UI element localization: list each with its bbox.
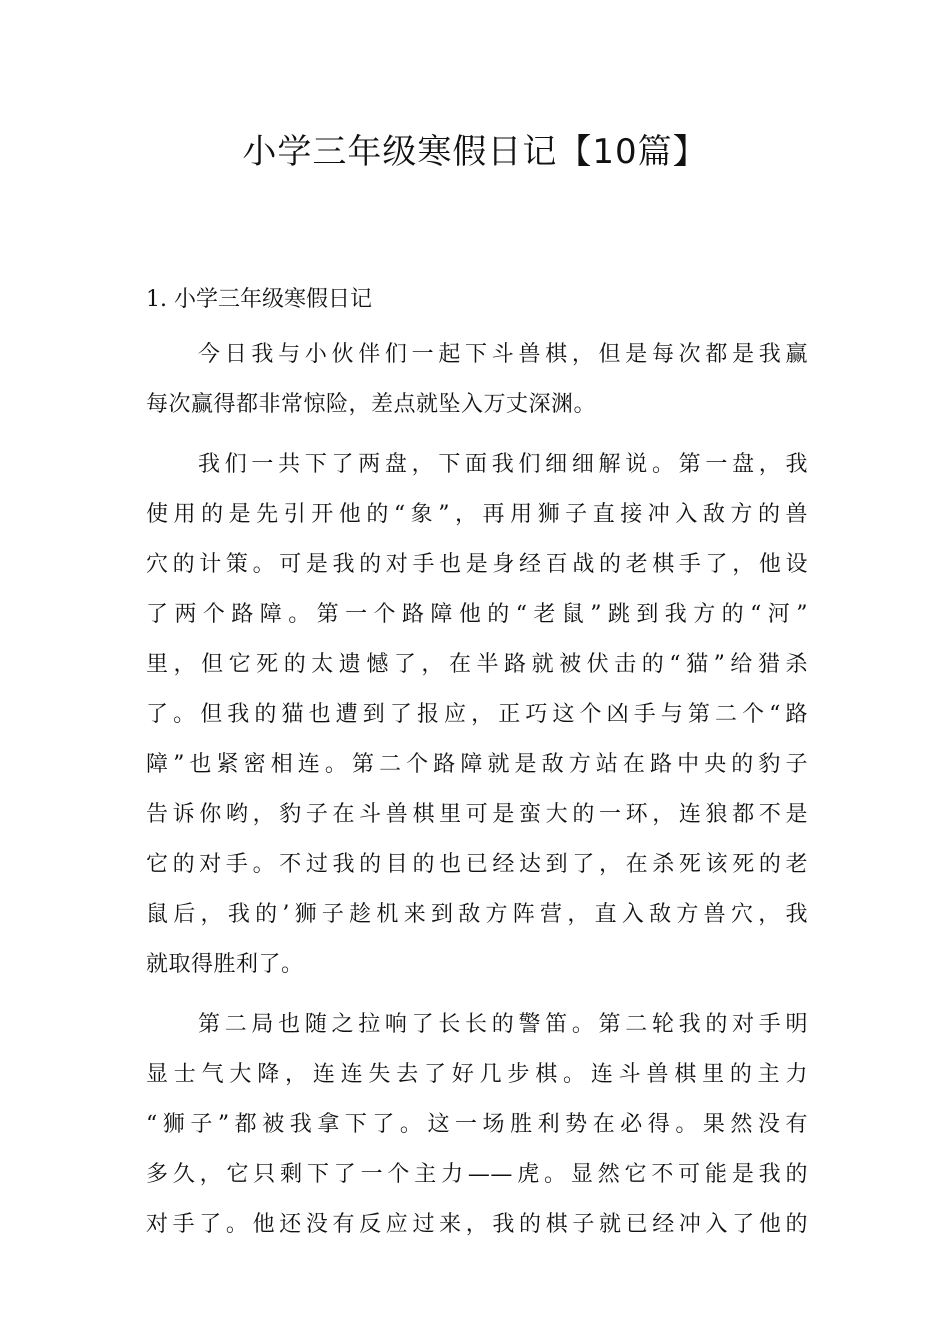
paragraph-line: 就取得胜利了。: [146, 952, 304, 977]
section-heading: 1. 小学三年级寒假日记: [146, 287, 372, 312]
document-body: [146, 280, 808, 1250]
paragraph-line: 告诉你哟，豹子在斗兽棋里可是蛮大的一环，连狼都不是: [146, 802, 808, 827]
paragraph-line: 对手了。他还没有反应过来，我的棋子就已经冲入了他的: [146, 1212, 808, 1237]
paragraph-line: 了两个路障。第一个路障他的“老鼠”跳到我方的“河”: [146, 602, 808, 627]
paragraph-line: 第二局也随之拉响了长长的警笛。第二轮我的对手明: [198, 1012, 808, 1037]
paragraph-line: 今日我与小伙伴们一起下斗兽棋，但是每次都是我赢: [198, 342, 808, 367]
paragraph-line: 多久，它只剩下了一个主力——虎。显然它不可能是我的: [146, 1162, 808, 1187]
paragraph-line: 它的对手。不过我的目的也已经达到了，在杀死该死的老: [146, 852, 808, 877]
paragraph-3: [146, 1000, 808, 1250]
paragraph-1: [146, 330, 808, 430]
paragraph-line: 了。但我的猫也遭到了报应，正巧这个凶手与第二个“路: [146, 702, 808, 727]
paragraph-line: 鼠后，我的’狮子趁机来到敌方阵营，直入敌方兽穴，我: [146, 902, 808, 927]
paragraph-line: 使用的是先引开他的“象”，再用狮子直接冲入敌方的兽: [146, 502, 808, 527]
paragraph-line: 每次赢得都非常惊险，差点就坠入万丈深渊。: [146, 392, 597, 417]
paragraph-line: “狮子”都被我拿下了。这一场胜利势在必得。果然没有: [146, 1112, 808, 1137]
paragraph-line: 我们一共下了两盘，下面我们细细解说。第一盘，我: [198, 452, 808, 477]
paragraph-2: [146, 440, 808, 990]
paragraph-line: 显士气大降，连连失去了好几步棋。连斗兽棋里的主力: [146, 1062, 808, 1087]
paragraph-line: 里，但它死的太遗憾了，在半路就被伏击的“猫”给猎杀: [146, 652, 808, 677]
paragraph-line: 障”也紧密相连。第二个路障就是敌方站在路中央的豹子: [146, 752, 808, 777]
document-title: 小学三年级寒假日记【10篇】: [242, 132, 708, 172]
paragraph-line: 穴的计策。可是我的对手也是身经百战的老棋手了，他设: [146, 552, 808, 577]
